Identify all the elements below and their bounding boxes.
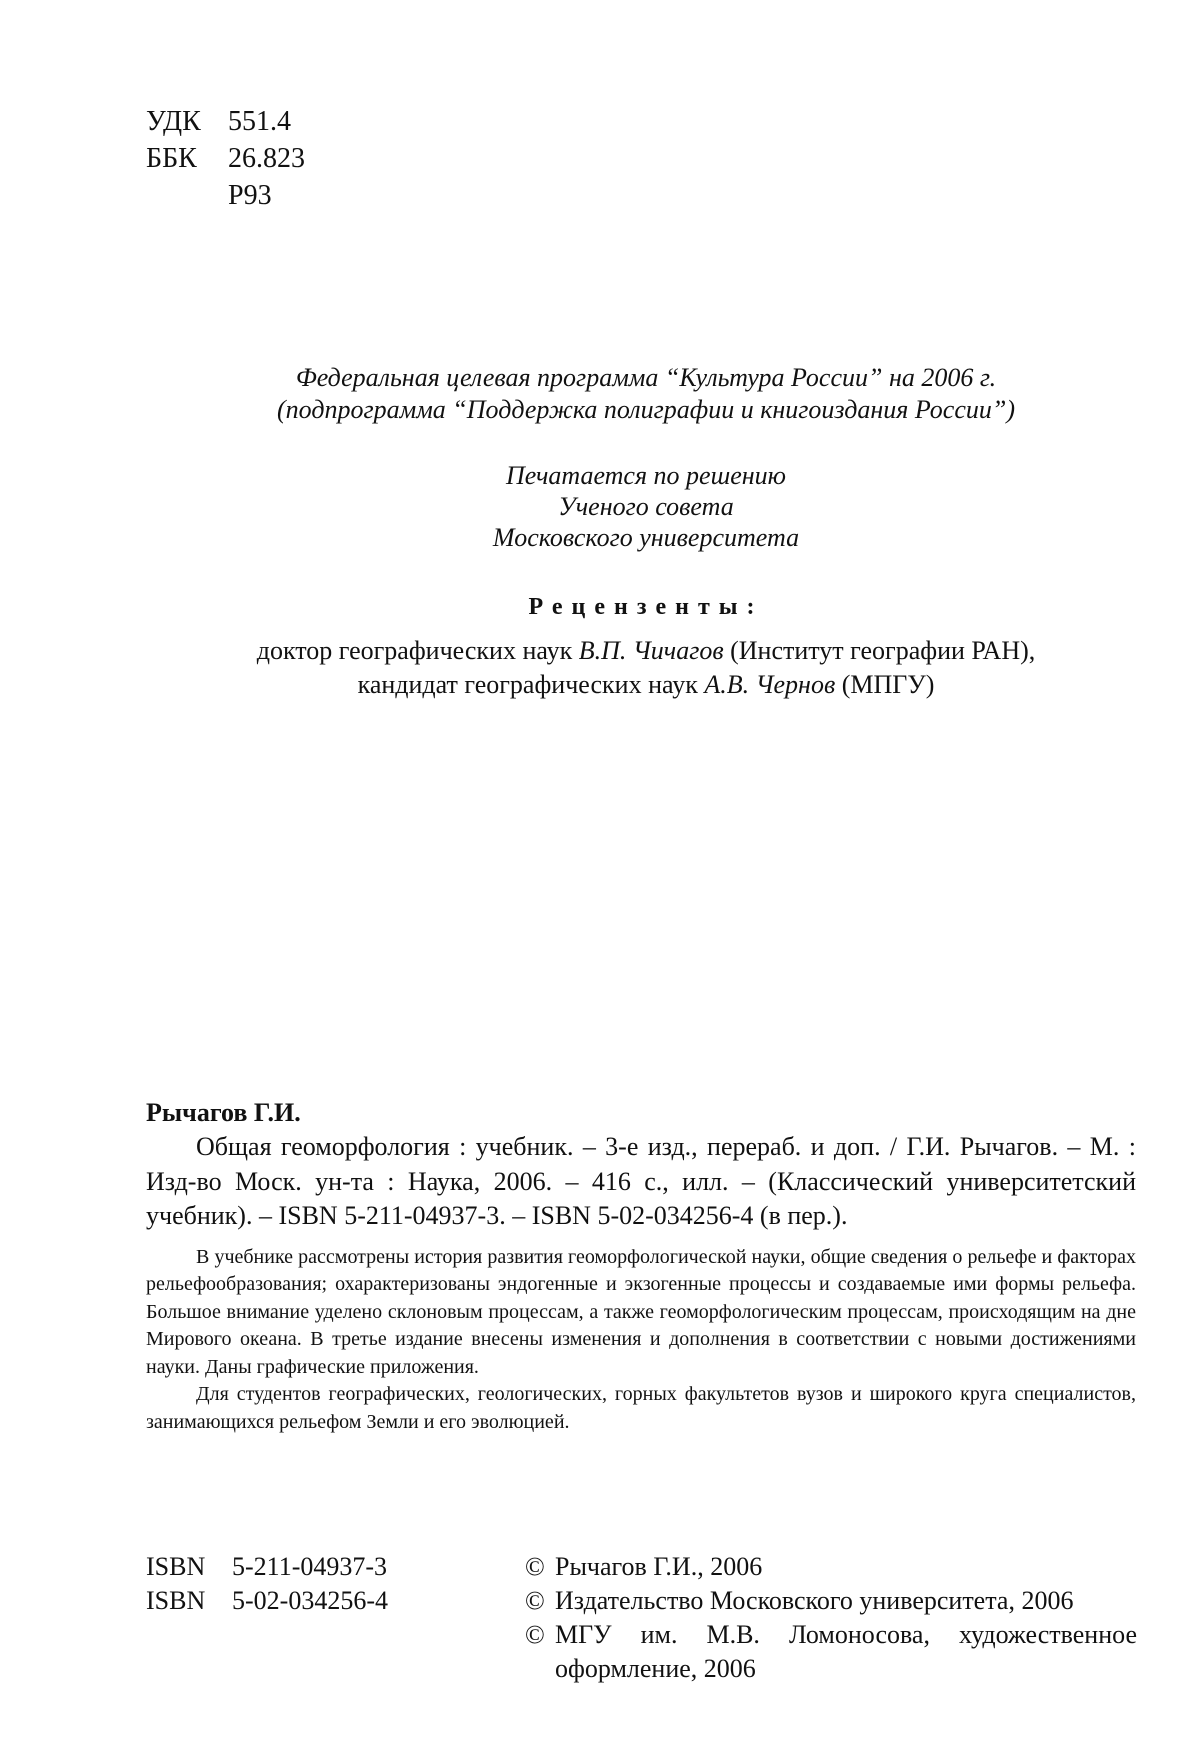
copyright-sign: © bbox=[525, 1584, 555, 1618]
book-annotation: В учебнике рассмотрены история развития геоморфологической науки, общие сведения о рельефе и факторах рельефообразования; охарактеризованы эндогенные и экзогенные процессы и создаваемые ими формы рельефа. Большое внимание уделено склоновым процессам, а также геоморфологическим процессам, происходящим на дне Мирового океана. В третье издание внесены изменения и дополнения в соответствии с новыми достижениями науки. Даны графические приложения. bbox=[146, 1244, 1136, 1382]
reviewer-1 bbox=[146, 634, 1146, 668]
bbk-label: ББК bbox=[146, 140, 228, 177]
copyright-text: Рычагов Г.И., 2006 bbox=[555, 1552, 762, 1581]
federal-program-note bbox=[146, 362, 1146, 426]
classification-codes bbox=[146, 103, 305, 214]
book-author: Рычагов Г.И. bbox=[146, 1096, 1136, 1130]
author-mark: Р93 bbox=[146, 177, 305, 214]
reviewers-list bbox=[146, 634, 1146, 702]
program-line-1: Федеральная целевая программа “Культура России” на 2006 г. bbox=[146, 362, 1146, 394]
program-line-2: (подпрограмма “Поддержка полиграфии и книгоиздания России”) bbox=[146, 394, 1146, 426]
isbn-label: ISBN bbox=[146, 1550, 232, 1584]
target-audience: Для студентов географических, геологических, горных факультетов вузов и широкого круга специалистов, занимающихся рельефом Земли и его эволюцией. bbox=[146, 1381, 1136, 1436]
copyright-sign: © bbox=[525, 1550, 555, 1584]
copyright-list bbox=[525, 1550, 1137, 1686]
approval-line-1: Печатается по решению bbox=[146, 460, 1146, 491]
copyright-item bbox=[525, 1584, 1137, 1618]
reviewers-heading: Рецензенты: bbox=[146, 592, 1146, 622]
reviewer-2 bbox=[146, 668, 1146, 702]
copyright-sign: © bbox=[525, 1618, 555, 1652]
copyright-item bbox=[525, 1550, 1137, 1584]
isbn-value: 5-211-04937-3 bbox=[232, 1552, 387, 1581]
copyright-text: МГУ им. М.В. Ломоносова, художественное оформление, 2006 bbox=[555, 1620, 1137, 1683]
udc-label: УДК bbox=[146, 103, 228, 140]
reviewer-2-affiliation: (МПГУ) bbox=[835, 670, 934, 699]
copyright-item bbox=[525, 1618, 1137, 1686]
udc-value: 551.4 bbox=[228, 103, 291, 140]
bbk-row bbox=[146, 140, 305, 177]
reviewer-1-affiliation: (Институт географии РАН), bbox=[724, 636, 1036, 665]
title-page-verso bbox=[0, 0, 1200, 1761]
isbn-list bbox=[146, 1550, 388, 1618]
udc-row bbox=[146, 103, 305, 140]
publication-approval bbox=[146, 460, 1146, 553]
reviewer-2-name: А.В. Чернов bbox=[704, 670, 835, 699]
copyright-text: Издательство Московского университета, 2006 bbox=[555, 1586, 1073, 1615]
approval-line-3: Московского университета bbox=[146, 522, 1146, 553]
isbn-value: 5-02-034256-4 bbox=[232, 1586, 388, 1615]
reviewer-2-degree: кандидат географических наук bbox=[358, 670, 705, 699]
isbn-label: ISBN bbox=[146, 1584, 232, 1618]
book-citation: Общая геоморфология : учебник. – 3-е изд., перераб. и доп. / Г.И. Рычагов. – М. : Изд-во Моск. ун-та : Наука, 2006. – 416 с., илл. – (Классический университетский учебник). – ISBN 5-211-04937-3. – ISBN 5-02-034256-4 (в пер.). bbox=[146, 1130, 1136, 1234]
reviewer-1-degree: доктор географических наук bbox=[257, 636, 579, 665]
bbk-value: 26.823 bbox=[228, 140, 305, 177]
isbn-row bbox=[146, 1550, 388, 1584]
bibliographic-record bbox=[146, 1096, 1136, 1436]
isbn-row bbox=[146, 1584, 388, 1618]
reviewer-1-name: В.П. Чичагов bbox=[579, 636, 724, 665]
approval-line-2: Ученого совета bbox=[146, 491, 1146, 522]
